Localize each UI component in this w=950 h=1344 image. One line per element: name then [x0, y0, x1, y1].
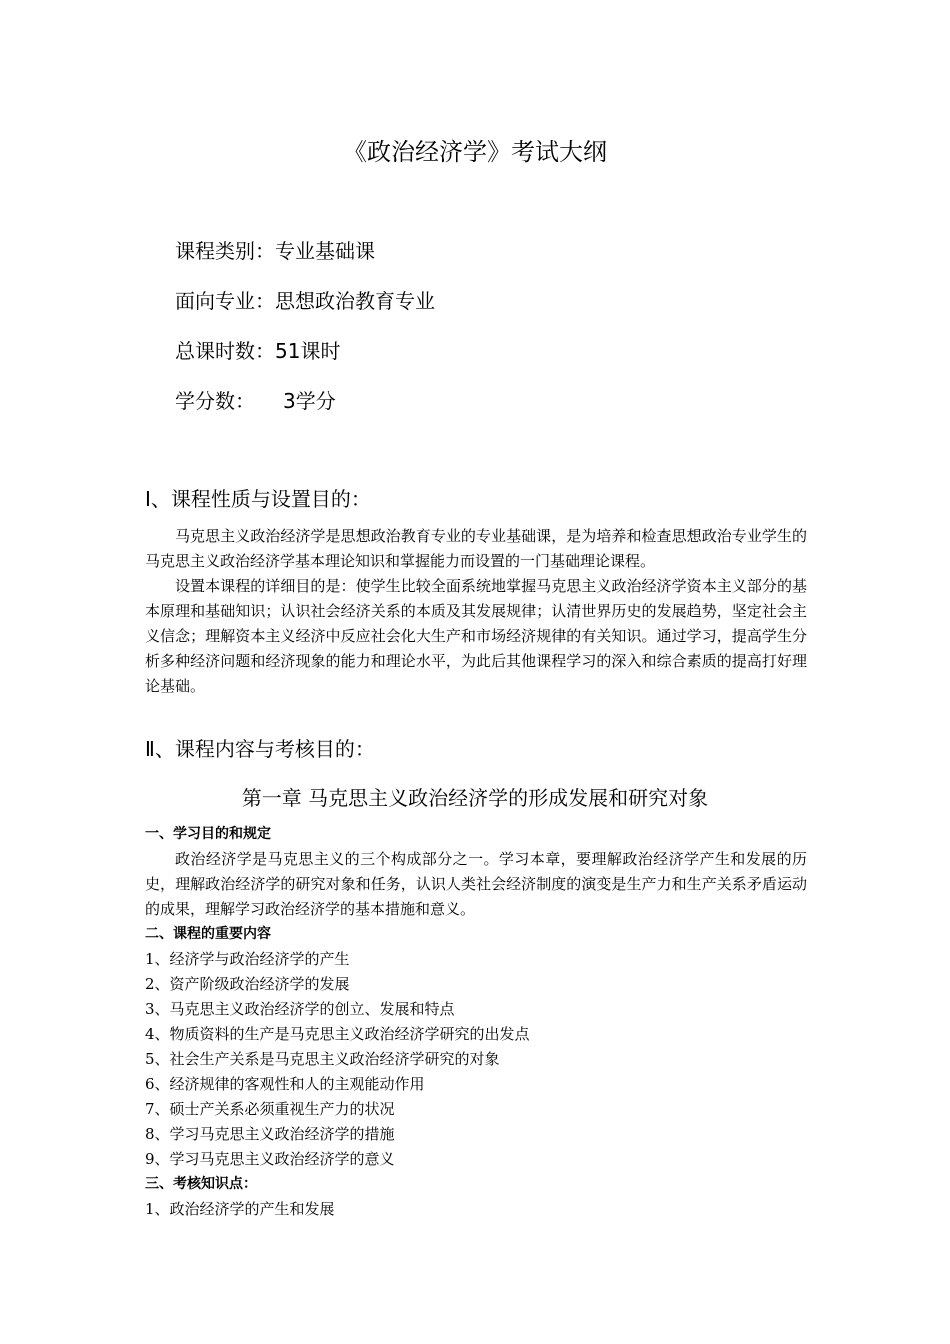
- paragraph: 设置本课程的详细目的是：使学生比较全面系统地掌握马克思主义政治经济学资本主义部分的基本原理和基础知识；认识社会经济关系的本质及其发展规律；认清世界历史的发展趋势，坚定社会主义信念；理解资本主义经济中反应社会化大生产和市场经济规律的有关知识。通过学习，提高学生分析多种经济问题和经济现象的能力和理论水平，为此后其他课程学习的深入和综合素质的提高打好理论基础。: [145, 577, 807, 695]
- document-title: 《政治经济学》考试大纲: [343, 138, 607, 166]
- course-meta: [175, 236, 435, 436]
- meta-value: 3学分: [283, 389, 336, 413]
- meta-row-hours: [175, 336, 435, 386]
- list-item: 5、社会生产关系是马克思主义政治经济学研究的对象: [145, 1050, 500, 1068]
- meta-value: 51课时: [275, 339, 341, 363]
- meta-label: 面向专业：: [175, 289, 275, 313]
- goals-paragraph: 政治经济学是马克思主义的三个构成部分之一。学习本章，要理解政治经济学产生和发展的历史，理解政治经济学的研究对象和任务，认识人类社会经济制度的演变是生产力和生产关系矛盾运动的成果，理解学习政治经济学的基本措施和意义。: [145, 850, 807, 918]
- list-item: 8、学习马克思主义政治经济学的措施: [145, 1125, 395, 1143]
- section-2-heading: Ⅱ、课程内容与考核目的：: [145, 737, 375, 761]
- list-item: 6、经济规律的客观性和人的主观能动作用: [145, 1075, 425, 1093]
- list-item: 7、硕士产关系必须重视生产力的状况: [145, 1100, 395, 1118]
- chapter-title: 第一章 马克思主义政治经济学的形成发展和研究对象: [241, 786, 709, 810]
- list-item: 4、物质资料的生产是马克思主义政治经济学研究的出发点: [145, 1025, 530, 1043]
- list-item: 2、资产阶级政治经济学的发展: [145, 975, 350, 993]
- content-heading: 二、课程的重要内容: [145, 926, 271, 942]
- meta-row-category: [175, 236, 435, 286]
- meta-row-major: [175, 286, 435, 336]
- goals-heading: 一、学习目的和规定: [145, 826, 271, 842]
- knowledge-heading: 三、考核知识点：: [145, 1176, 257, 1192]
- chapter-body: [145, 822, 807, 1222]
- meta-row-credits: [175, 386, 435, 436]
- meta-label: 课程类别：: [175, 239, 275, 263]
- meta-label: 学分数：: [175, 389, 255, 413]
- list-item: 1、政治经济学的产生和发展: [145, 1200, 335, 1218]
- meta-value: 思想政治教育专业: [275, 289, 435, 313]
- list-item: 1、经济学与政治经济学的产生: [145, 950, 350, 968]
- paragraph: 马克思主义政治经济学是思想政治教育专业的专业基础课，是为培养和检查思想政治专业学生的马克思主义政治经济学基本理论知识和掌握能力而设置的一门基础理论课程。: [145, 527, 807, 570]
- section-1-body: [145, 524, 807, 699]
- meta-value: 专业基础课: [275, 239, 375, 263]
- list-item: 9、学习马克思主义政治经济学的意义: [145, 1150, 395, 1168]
- meta-label: 总课时数：: [175, 339, 275, 363]
- section-1-heading: Ⅰ、课程性质与设置目的：: [145, 487, 371, 511]
- list-item: 3、马克思主义政治经济学的创立、发展和特点: [145, 1000, 455, 1018]
